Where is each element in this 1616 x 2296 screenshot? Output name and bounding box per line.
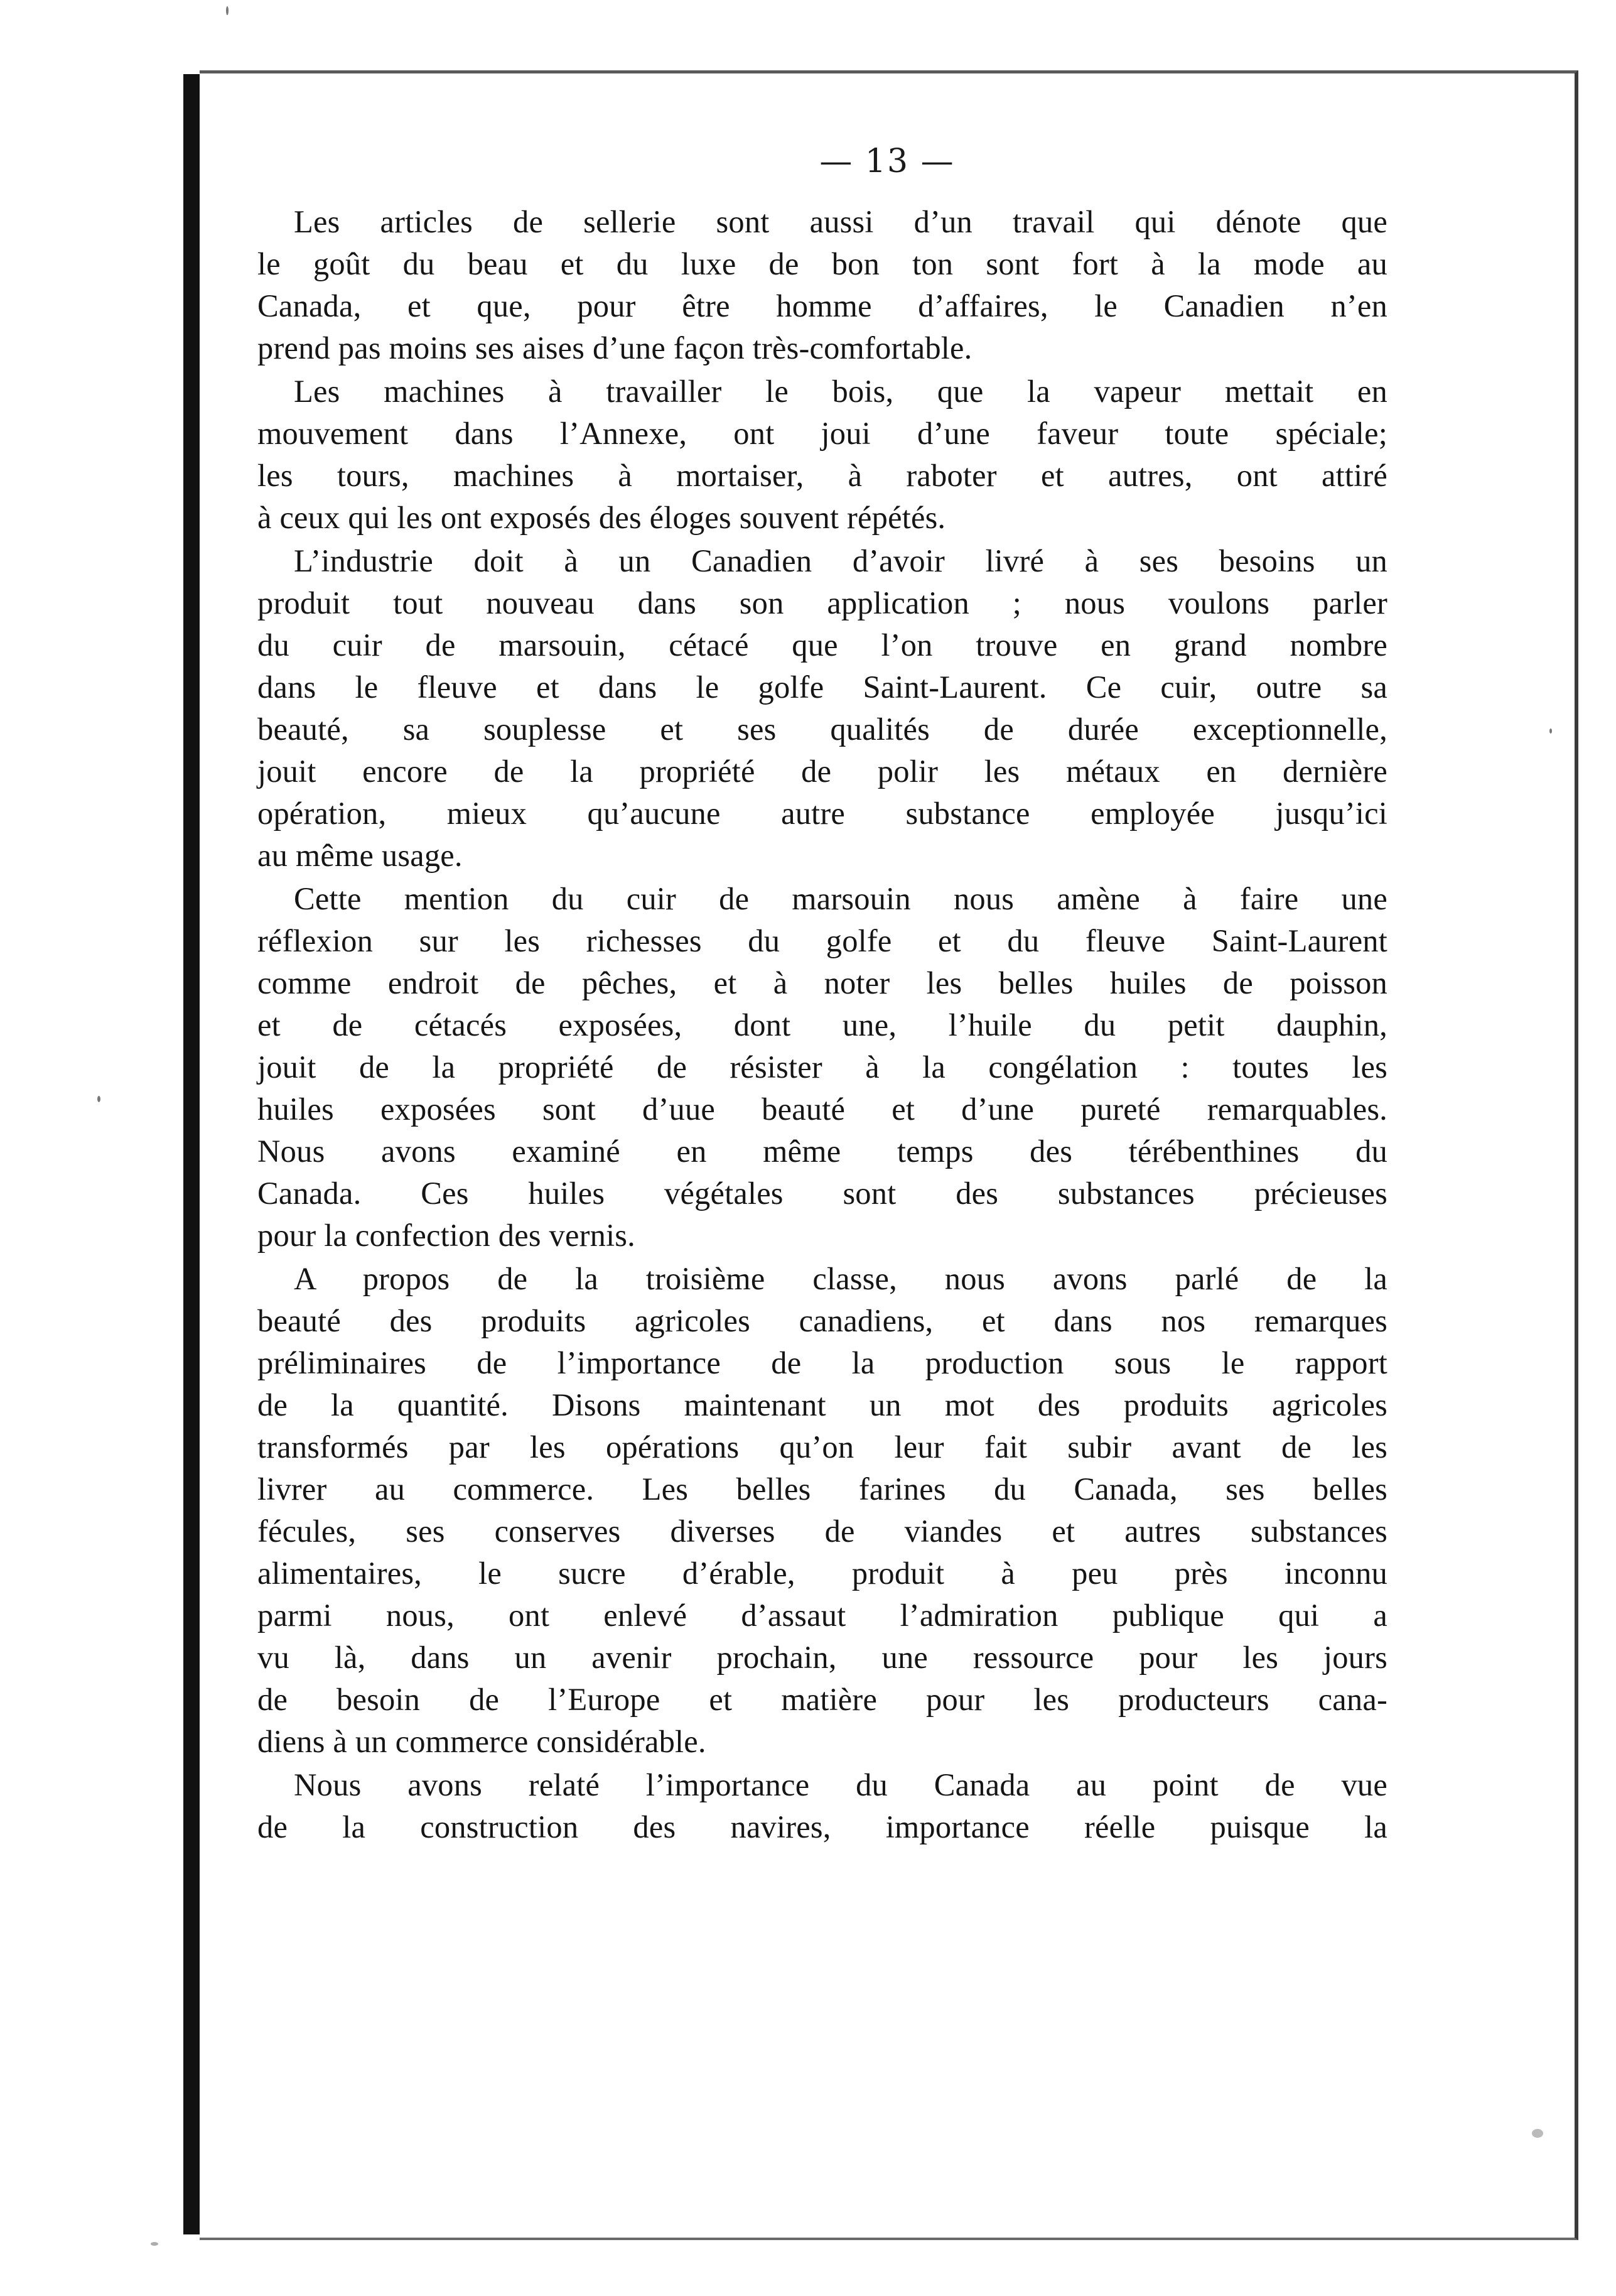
text-line: de besoin de l’Europe et matière pour les producteurs cana- (257, 1682, 1387, 1717)
text-line: mouvement dans l’Annexe, ont joui d’une faveur toute spéciale; (257, 416, 1387, 451)
text-line: transformés par les opérations qu’on leur fait subir avant de les (257, 1429, 1387, 1465)
body-text (257, 201, 1387, 1848)
text-line: parmi nous, ont enlevé d’assaut l’admiration publique qui a (257, 1598, 1387, 1633)
text-line: diens à un commerce considérable. (257, 1724, 706, 1759)
text-line: fécules, ses conserves diverses de viandes et autres substances (257, 1514, 1387, 1549)
text-line: réflexion sur les richesses du golfe et du fleuve Saint-Laurent (257, 923, 1387, 958)
text-line: Nous avons examiné en même temps des térébenthines du (257, 1134, 1387, 1169)
text-line: jouit encore de la propriété de polir les métaux en dernière (257, 754, 1387, 789)
text-line: Cette mention du cuir de marsouin nous amène à faire une (294, 881, 1387, 916)
text-line: vu là, dans un avenir prochain, une ressource pour les jours (257, 1640, 1387, 1675)
text-line: les tours, machines à mortaiser, à raboter et autres, ont attiré (257, 458, 1387, 493)
text-line: jouit de la propriété de résister à la congélation : toutes les (257, 1049, 1387, 1085)
text-line: le goût du beau et du luxe de bon ton sont fort à la mode au (257, 246, 1387, 281)
text-line: dans le fleuve et dans le golfe Saint-Laurent. Ce cuir, outre sa (257, 669, 1387, 705)
text-line: et de cétacés exposées, dont une, l’huile du petit dauphin, (257, 1007, 1387, 1042)
text-line: beauté, sa souplesse et ses qualités de durée exceptionnelle, (257, 712, 1387, 747)
scan-speck (97, 1096, 100, 1102)
text-line: Nous avons relaté l’importance du Canada au point de vue (294, 1767, 1387, 1802)
text-line: préliminaires de l’importance de la production sous le rapport (257, 1345, 1387, 1380)
text-line: alimentaires, le sucre d’érable, produit à peu près inconnu (257, 1556, 1387, 1591)
text-line: Les articles de sellerie sont aussi d’un travail qui dénote que (294, 204, 1387, 239)
text-line: prend pas moins ses aises d’une façon très-comfortable. (257, 330, 972, 366)
text-line: pour la confection des vernis. (257, 1218, 635, 1253)
text-line: Les machines à travailler le bois, que la vapeur mettait en (294, 374, 1387, 409)
text-line: comme endroit de pêches, et à noter les belles huiles de poisson (257, 965, 1387, 1000)
paragraph-4 (257, 878, 1387, 1257)
text-line: livrer au commerce. Les belles farines du Canada, ses belles (257, 1471, 1387, 1507)
text-line: A propos de la troisième classe, nous avons parlé de la (294, 1261, 1387, 1296)
text-line: Canada, et que, pour être homme d’affaires, le Canadien n’en (257, 288, 1387, 323)
paragraph-1 (257, 201, 1387, 369)
paragraph-6 (257, 1764, 1387, 1848)
text-line: de la construction des navires, importance réelle puisque la (257, 1809, 1387, 1844)
text-line: L’industrie doit à un Canadien d’avoir livré à ses besoins un (294, 543, 1387, 578)
scan-speck (226, 6, 229, 15)
paragraph-2 (257, 371, 1387, 539)
page-number: — 13 — (819, 143, 955, 180)
text-line: produit tout nouveau dans son application ; nous voulons parler (257, 585, 1387, 620)
text-line: au même usage. (257, 838, 463, 873)
text-line: du cuir de marsouin, cétacé que l’on trouve en grand nombre (257, 627, 1387, 663)
scan-speck (1532, 2129, 1543, 2138)
book-spine (183, 74, 200, 2234)
paragraph-5 (257, 1258, 1387, 1763)
text-line: Canada. Ces huiles végétales sont des substances précieuses (257, 1176, 1387, 1211)
scan-speck (151, 2242, 158, 2246)
text-line: de la quantité. Disons maintenant un mot des produits agricoles (257, 1387, 1387, 1422)
paragraph-3 (257, 540, 1387, 877)
text-line: huiles exposées sont d’uue beauté et d’une pureté remarquables. (257, 1091, 1387, 1127)
text-line: beauté des produits agricoles canadiens, et dans nos remarques (257, 1303, 1387, 1338)
left-blank-leaf (0, 57, 183, 2248)
scan-speck (1549, 728, 1552, 734)
text-line: à ceux qui les ont exposés des éloges souvent répétés. (257, 500, 946, 535)
text-line: opération, mieux qu’aucune autre substance employée jusqu’ici (257, 796, 1387, 831)
